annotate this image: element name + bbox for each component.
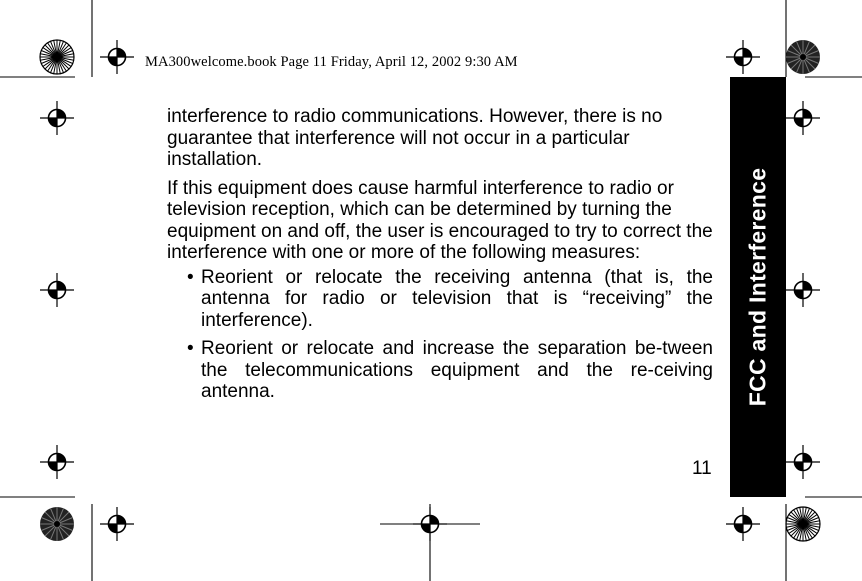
registration-mark: [100, 40, 134, 74]
list-item: [167, 267, 713, 332]
registration-mark: [40, 445, 74, 479]
registration-mark: [40, 273, 74, 307]
section-tab-label: FCC and Interference: [744, 167, 771, 407]
registration-mark: [786, 445, 820, 479]
star-target-mark: [40, 507, 74, 541]
book-info-header: MA300welcome.book Page 11 Friday, April 12, 2002 9:30 AM: [145, 54, 518, 70]
bullet-symbol: •: [187, 266, 194, 288]
paragraph: interference to radio communications. However, there is no guarantee that interference will not occur in a particular installation.: [167, 106, 663, 170]
list-item: [167, 338, 713, 403]
list-item-text: Reorient or relocate and increase the separation be-tween the telecommunications equipment and the re-ceiving antenna.: [201, 338, 713, 402]
list-item-text: Reorient or relocate the receiving antenna (that is, the antenna for radio or television that is “receiving” the interference).: [201, 266, 713, 331]
page-number: 11: [692, 458, 712, 479]
star-target-mark: [786, 507, 820, 541]
registration-mark: [40, 101, 74, 135]
registration-mark: [413, 507, 447, 541]
paragraph: If this equipment does cause harmful interference to radio or television reception, which can be determined by turning the equipment on and off, the user is encouraged to try to correct the interference with one or more of the following measures:: [167, 177, 713, 263]
registration-mark: [726, 507, 760, 541]
registration-mark: [100, 507, 134, 541]
registration-mark: [786, 273, 820, 307]
body-text: [167, 106, 713, 410]
star-target-mark: [786, 40, 820, 74]
measures-list: [167, 267, 713, 403]
bullet-symbol: •: [187, 338, 194, 359]
registration-mark: [786, 101, 820, 135]
registration-mark: [726, 40, 760, 74]
star-target-mark: [40, 40, 74, 74]
